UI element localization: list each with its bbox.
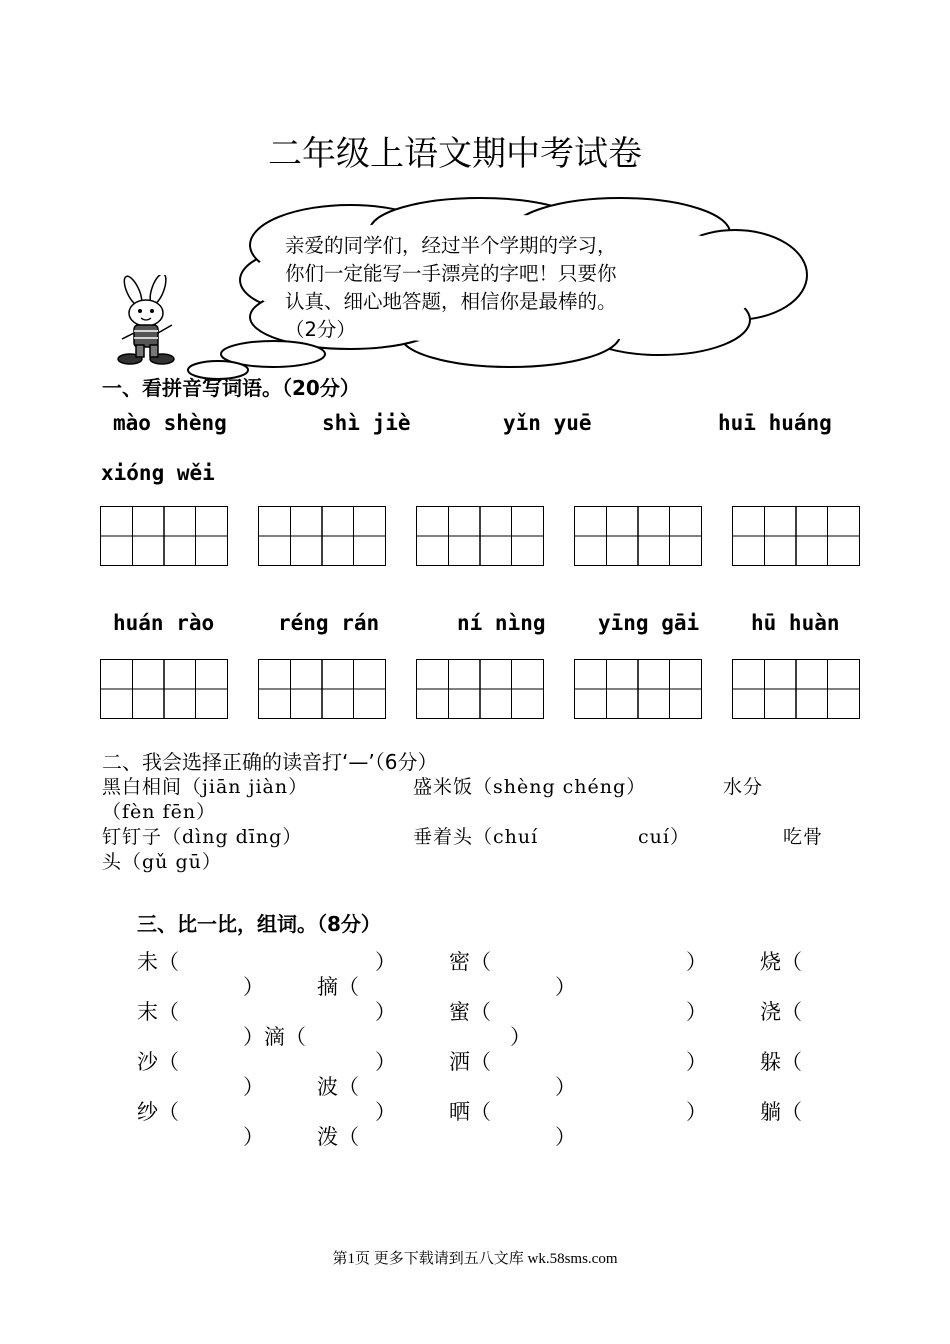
- word-blank[interactable]: ）: [686, 950, 707, 974]
- word-item: 蜜（: [449, 1000, 491, 1024]
- word-blank[interactable]: ）: [686, 1000, 707, 1024]
- word-item: 浇（: [760, 1000, 802, 1024]
- page-footer: 第1页 更多下载请到五八文库 wk.58sms.com: [332, 1251, 618, 1267]
- word-blank[interactable]: ）: [555, 1075, 576, 1099]
- word-item: 沙（: [137, 1050, 179, 1074]
- pinyin-item: mào shèng: [113, 411, 227, 435]
- word-item: ）滴（: [243, 1025, 306, 1049]
- writing-grid[interactable]: [100, 659, 228, 719]
- writing-grid[interactable]: [258, 506, 386, 566]
- word-blank[interactable]: ）: [243, 1075, 264, 1099]
- intro-line: 你们一定能写一手漂亮的字吧！只要你: [285, 262, 617, 285]
- word-item: 波（: [317, 1075, 359, 1099]
- intro-text: [285, 232, 675, 344]
- section2-heading-score: （6分）: [374, 750, 438, 774]
- word-item: 纱（: [137, 1100, 179, 1124]
- writing-grid[interactable]: [574, 506, 702, 566]
- word-item: 躲（: [760, 1050, 802, 1074]
- reading-choice[interactable]: （fèn fēn）: [102, 801, 217, 823]
- word-blank[interactable]: ）: [375, 950, 396, 974]
- word-blank[interactable]: ）: [375, 1000, 396, 1024]
- pinyin-item: xióng wěi: [101, 461, 215, 485]
- word-item: 洒（: [449, 1050, 491, 1074]
- reading-choice[interactable]: 盛米饭（shèng chéng）: [413, 776, 647, 798]
- writing-grid[interactable]: [416, 659, 544, 719]
- reading-choice[interactable]: 黑白相间（jiān jiàn）: [102, 776, 309, 798]
- word-blank[interactable]: ）: [555, 1125, 576, 1149]
- reading-choice: 水分: [723, 776, 764, 798]
- pinyin-item: yǐn yuē: [503, 411, 592, 435]
- word-blank[interactable]: ）: [686, 1100, 707, 1124]
- intro-line: （2分）: [285, 318, 356, 341]
- rabbit-icon: [108, 275, 188, 367]
- section3-heading: 三、比一比，组词。（8分）: [137, 912, 381, 936]
- word-item: 密（: [449, 950, 491, 974]
- writing-grid[interactable]: [258, 659, 386, 719]
- writing-grid[interactable]: [732, 659, 860, 719]
- section1-heading: 一、看拼音写词语。（20分）: [102, 376, 360, 400]
- word-item: 摘（: [317, 975, 359, 999]
- reading-choice[interactable]: 钉钉子（dìng dīng）: [102, 826, 303, 848]
- writing-grid[interactable]: [732, 506, 860, 566]
- word-blank[interactable]: ）: [510, 1025, 531, 1049]
- writing-grid[interactable]: [416, 506, 544, 566]
- reading-choice: 吃骨: [783, 826, 824, 848]
- word-blank[interactable]: ）: [243, 975, 264, 999]
- word-blank[interactable]: ）: [375, 1100, 396, 1124]
- pinyin-item: ní nìng: [457, 611, 546, 635]
- word-blank[interactable]: ）: [243, 1125, 264, 1149]
- pinyin-item: yīng gāi: [598, 611, 700, 635]
- pinyin-item: shì jiè: [322, 411, 411, 435]
- word-blank[interactable]: ）: [555, 975, 576, 999]
- word-item: 躺（: [760, 1100, 802, 1124]
- writing-grid[interactable]: [100, 506, 228, 566]
- section2-heading-text: 二、我会选择正确的读音打: [102, 750, 342, 774]
- reading-choice[interactable]: cuí）: [638, 826, 690, 848]
- section2-heading: [102, 746, 437, 775]
- word-item: 晒（: [449, 1100, 491, 1124]
- section2-heading-mark: ‘—’: [342, 750, 375, 774]
- word-blank[interactable]: ）: [686, 1050, 707, 1074]
- writing-grid[interactable]: [574, 659, 702, 719]
- pinyin-item: huī huáng: [718, 411, 832, 435]
- pinyin-item: huán rào: [113, 611, 215, 635]
- word-item: 未（: [137, 950, 179, 974]
- intro-line: 亲爱的同学们，经过半个学期的学习，: [285, 234, 617, 257]
- word-item: 末（: [137, 1000, 179, 1024]
- reading-choice[interactable]: 头（gǔ gū）: [102, 851, 222, 873]
- reading-choice[interactable]: 垂着头（chuí: [413, 826, 539, 848]
- page-title: 二年级上语文期中考试卷: [268, 134, 642, 174]
- word-item: 烧（: [760, 950, 802, 974]
- word-item: 泼（: [317, 1125, 359, 1149]
- pinyin-item: réng rán: [278, 611, 380, 635]
- word-blank[interactable]: ）: [375, 1050, 396, 1074]
- intro-line: 认真、细心地答题，相信你是最棒的。: [285, 290, 617, 313]
- pinyin-item: hū huàn: [751, 611, 840, 635]
